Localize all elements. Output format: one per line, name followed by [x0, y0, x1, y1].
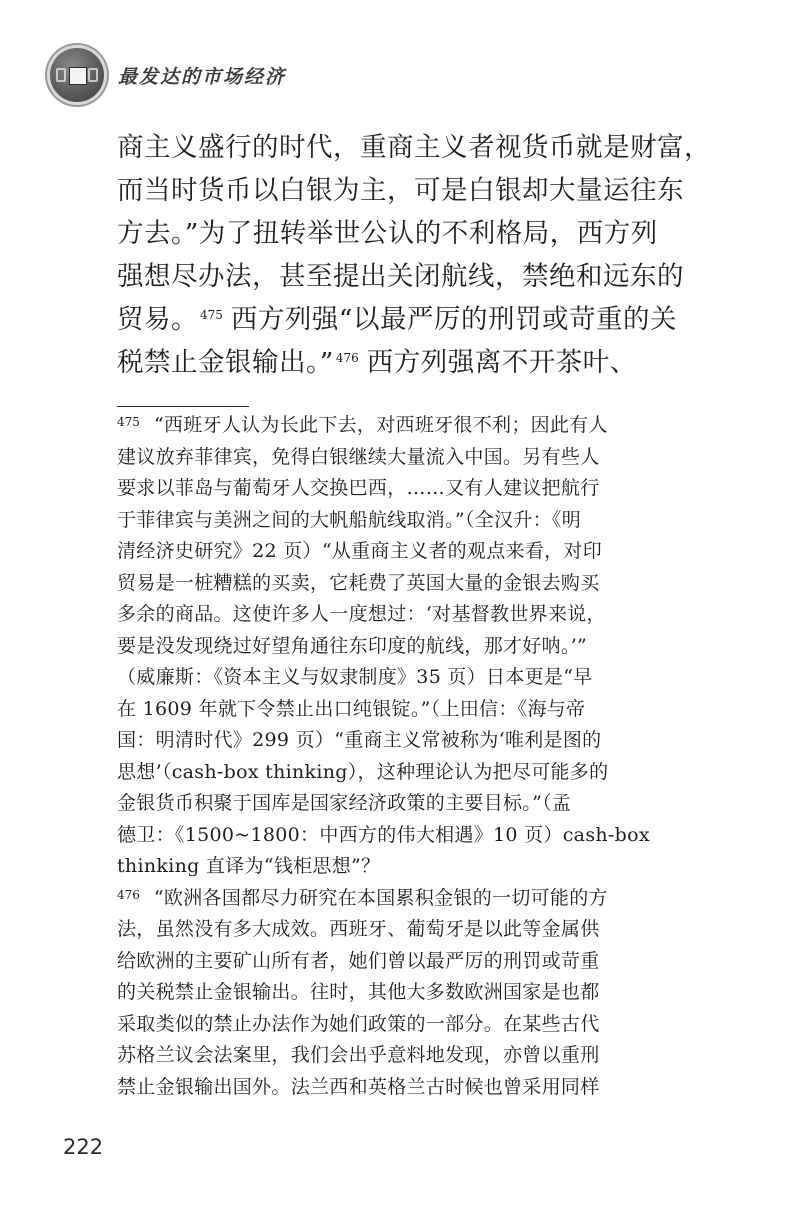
book-title: 最发达的市场经济 — [118, 65, 287, 88]
footnote-text: “西班牙人认为长此下去，对西班牙很不利；因此有人 — [153, 414, 608, 436]
body-line — [117, 341, 673, 384]
footnotes — [117, 410, 673, 1103]
coin-square-hole — [69, 67, 87, 85]
body-line: 而当时货币以白银为主，可是白银却大量运往东 — [117, 175, 684, 206]
footnote-line: 要求以菲岛与葡萄牙人交换巴西，……又有人建议把航行 — [117, 477, 600, 499]
footnote-line — [117, 883, 673, 915]
footnote-line — [117, 410, 673, 442]
footnote-475 — [117, 410, 673, 883]
page-number: 222 — [63, 1135, 104, 1159]
footnote-line: 思想’（cash-box thinking），这种理论认为把尽可能多的 — [117, 760, 609, 783]
footnote-line: 清经济史研究》22 页）“从重商主义者的观点来看，对印 — [117, 540, 603, 562]
footnote-line: 采取类似的禁止办法作为她们政策的一部分。在某些古代 — [117, 1012, 600, 1035]
body-line: 强想尽办法，甚至提出关闭航线，禁绝和远东的 — [117, 261, 684, 292]
body-text-segment: 西方列强离不开茶叶、 — [366, 347, 637, 378]
footnote-line: 禁止金银输出国外。法兰西和英格兰古时候也曾采用同样 — [117, 1075, 600, 1098]
footnote-line: 于菲律宾与美洲之间的大帆船航线取消。”（全汉升：《明 — [117, 508, 582, 531]
footnote-number: 475 — [117, 415, 140, 429]
coin-glyph-right — [88, 68, 98, 82]
body-line: 商主义盛行的时代，重商主义者视货币就是财富， — [117, 132, 711, 163]
footnote-line: 金银货币积聚于国库是国家经济政策的主要目标。”（孟 — [117, 792, 572, 814]
footnote-text: “欧洲各国都尽力研究在本国累积金银的一切可能的方 — [153, 886, 608, 909]
footnote-divider — [117, 406, 249, 407]
body-text-segment: 西方列强“以最严厉的刑罚或苛重的关 — [230, 304, 677, 335]
footnote-line: 在 1609 年就下令禁止出口纯银锭。”（上田信：《海与帝 — [117, 697, 586, 720]
coin-glyph-left — [56, 68, 66, 82]
footnote-line: 国：明清时代》299 页）“重商主义常被称为‘唯利是图的 — [117, 729, 602, 751]
footnote-line: 的关税禁止金银输出。往时，其他大多数欧洲国家是也都 — [117, 981, 600, 1003]
running-header — [50, 40, 286, 110]
footnote-line: 多余的商品。这使许多人一度想过：‘对基督教世界来说， — [117, 603, 606, 625]
footnote-line: 要是没发现绕过好望角通往东印度的航线，那才好呐。’” — [117, 634, 588, 657]
footnote-476 — [117, 883, 673, 1104]
footnote-line: thinking 直译为“钱柜思想”？ — [117, 855, 381, 877]
footnote-line: 建议放弃菲律宾，免得白银继续大量流入中国。另有些人 — [117, 445, 600, 468]
footnote-line: 给欧洲的主要矿山所有者，她们曾以最严厉的刑罚或苛重 — [117, 949, 600, 972]
coin-emblem-icon — [50, 48, 104, 102]
footnote-ref-475[interactable]: 475 — [200, 308, 223, 322]
body-text-segment: 贸易。 — [117, 304, 198, 335]
footnote-line: 苏格兰议会法案里，我们会出乎意料地发现，亦曾以重刑 — [117, 1044, 600, 1066]
body-text-segment: 税禁止金银输出。” — [117, 347, 334, 378]
footnote-line: 法，虽然没有多大成效。西班牙、葡萄牙是以此等金属供 — [117, 918, 600, 940]
footnote-number: 476 — [117, 887, 140, 902]
footnote-line: 贸易是一桩糟糕的买卖，它耗费了英国大量的金银去购买 — [117, 571, 600, 594]
footnote-line: （威廉斯：《资本主义与奴隶制度》35 页）日本更是“早 — [117, 666, 593, 688]
body-text — [117, 126, 711, 384]
body-line — [117, 298, 677, 341]
body-line: 方去。”为了扭转举世公认的不利格局，西方列 — [117, 218, 658, 249]
footnote-ref-476[interactable]: 476 — [335, 351, 359, 365]
footnote-line: 德卫：《1500~1800：中西方的伟大相遇》10 页）cash-box — [117, 823, 650, 846]
